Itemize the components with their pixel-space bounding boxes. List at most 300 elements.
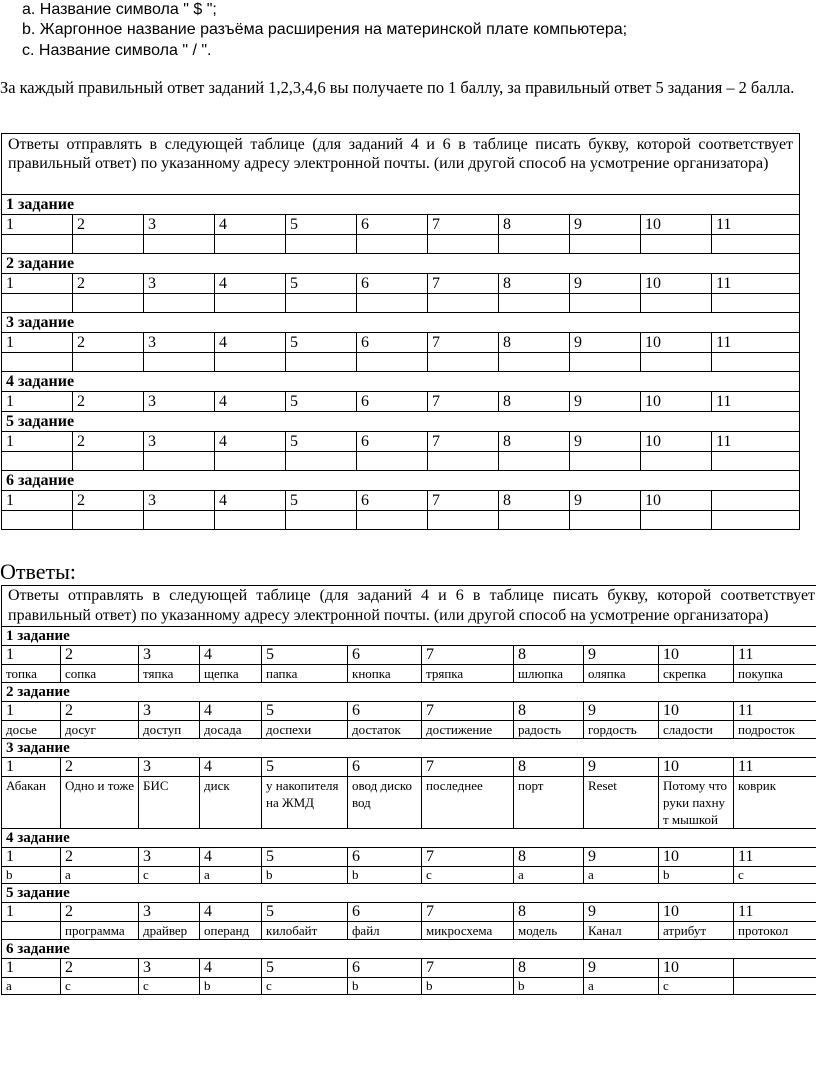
answers-number-cell: 1 (2, 903, 61, 922)
intro-line-b: b. Жаргонное название разъёма расширения на материнской плате компьютера; (22, 21, 628, 38)
task-number-cell: 8 (499, 333, 570, 353)
answers-number-cell: 3 (139, 903, 200, 922)
answer-input-cell[interactable] (428, 511, 499, 530)
answer-value-cell: Потому что руки пахнут мышкой (659, 777, 734, 829)
answers-number-cell: 10 (659, 702, 734, 721)
answer-input-cell[interactable] (215, 353, 286, 372)
answer-value-cell: БИС (139, 777, 200, 829)
answer-input-cell[interactable] (641, 235, 712, 254)
answers-number-cell: 4 (200, 646, 262, 665)
answers-number-cell: 6 (348, 758, 422, 777)
answer-input-cell[interactable] (357, 294, 428, 313)
answer-input-cell[interactable] (641, 511, 712, 530)
task-number-cell: 1 (2, 333, 73, 353)
answer-value-cell: шлюпка (514, 665, 584, 683)
answer-value-cell: протокол (734, 922, 816, 940)
answer-input-cell[interactable] (428, 353, 499, 372)
answer-input-cell[interactable] (712, 511, 800, 530)
task-title: 1 задание (2, 195, 800, 215)
answer-input-cell[interactable] (499, 353, 570, 372)
answers-number-cell: 4 (200, 848, 262, 867)
task-number-cell: 10 (641, 392, 712, 412)
answer-value-cell: диск (200, 777, 262, 829)
answer-input-cell[interactable] (215, 511, 286, 530)
answer-input-cell[interactable] (215, 452, 286, 471)
task-header-row (2, 195, 800, 215)
task-number-cell: 4 (215, 491, 286, 511)
task-number-cell: 8 (499, 392, 570, 412)
answer-value-cell: микросхема (422, 922, 514, 940)
answers-number-cell: 3 (139, 758, 200, 777)
task-number-cell: 11 (712, 392, 800, 412)
answers-number-cell: 6 (348, 959, 422, 978)
task-number-cell: 10 (641, 274, 712, 294)
answer-input-cell[interactable] (428, 235, 499, 254)
answers-number-cell: 9 (584, 702, 659, 721)
task-number-cell: 5 (286, 432, 357, 452)
task-number-cell: 4 (215, 274, 286, 294)
answer-value-cell: b (659, 867, 734, 884)
answer-value-cell: операнд (200, 922, 262, 940)
answer-value-cell (734, 978, 816, 995)
answer-value-cell: Абакан (2, 777, 61, 829)
answer-value-cell: покупка (734, 665, 816, 683)
answers-number-cell (734, 959, 816, 978)
task-header-row (2, 372, 800, 392)
answer-value-cell: a (61, 867, 139, 884)
task-number-cell: 2 (73, 274, 144, 294)
answers-number-cell: 10 (659, 758, 734, 777)
answers-values-row (2, 777, 816, 829)
task-number-cell: 9 (570, 491, 641, 511)
task-number-cell: 3 (144, 432, 215, 452)
answer-value-cell: гордость (584, 721, 659, 739)
sheet-intro: Ответы отправлять в следующей таблице (для заданий 4 и 6 в таблице писать букву, которой соответствует правильный ответ) по указанному адресу электронной почты. (или другой способ на усмотрение организатора) (2, 134, 800, 195)
task-number-cell: 6 (357, 491, 428, 511)
answers-values-row (2, 721, 816, 739)
task-numbers-row (2, 432, 800, 452)
answer-value-cell: досье (2, 721, 61, 739)
answers-number-cell: 9 (584, 903, 659, 922)
answers-number-cell: 6 (348, 848, 422, 867)
answers-number-cell: 11 (734, 848, 816, 867)
answer-input-cell[interactable] (712, 452, 800, 471)
answer-input-cell[interactable] (144, 294, 215, 313)
answers-values-row (2, 922, 816, 940)
answer-value-cell: коврик (734, 777, 816, 829)
task-number-cell: 3 (144, 491, 215, 511)
answers-number-cell: 9 (584, 758, 659, 777)
answers-number-cell: 5 (262, 758, 348, 777)
answers-intro: Ответы отправлять в следующей таблице (для заданий 4 и 6 в таблице писать букву, которой соответствует правильный ответ) по указанному адресу электронной почты. (или другой способ на усмотрение организатора) (2, 586, 816, 627)
task-number-cell: 7 (428, 491, 499, 511)
answers-number-cell: 1 (2, 848, 61, 867)
answer-input-cell[interactable] (2, 353, 73, 372)
task-number-cell: 6 (357, 274, 428, 294)
task-title: 5 задание (2, 412, 800, 432)
task-header-row (2, 412, 800, 432)
answer-value-cell: c (734, 867, 816, 884)
answer-value-cell: скрепка (659, 665, 734, 683)
answers-numbers-row (2, 646, 816, 665)
task-number-cell: 4 (215, 432, 286, 452)
task-numbers-row (2, 215, 800, 235)
task-number-cell: 3 (144, 274, 215, 294)
task-number-cell: 2 (73, 392, 144, 412)
task-number-cell: 2 (73, 432, 144, 452)
answers-values-row (2, 978, 816, 995)
answer-input-cell[interactable] (2, 452, 73, 471)
answer-value-cell: досуг (61, 721, 139, 739)
answer-input-cell[interactable] (428, 294, 499, 313)
task-number-cell: 11 (712, 333, 800, 353)
answers-number-cell: 1 (2, 646, 61, 665)
task-number-cell: 9 (570, 432, 641, 452)
answer-input-cell[interactable] (2, 294, 73, 313)
task-number-cell: 6 (357, 432, 428, 452)
answer-input-cell[interactable] (570, 452, 641, 471)
answer-input-cell[interactable] (144, 452, 215, 471)
answers-number-cell: 7 (422, 702, 514, 721)
answer-input-cell[interactable] (73, 235, 144, 254)
answer-value-cell: сопка (61, 665, 139, 683)
answer-input-cell[interactable] (428, 452, 499, 471)
answer-value-cell: b (348, 867, 422, 884)
task-number-cell: 8 (499, 491, 570, 511)
answer-value-cell: доступ (139, 721, 200, 739)
answers-numbers-row (2, 758, 816, 777)
answer-value-cell: сладости (659, 721, 734, 739)
answers-number-cell: 4 (200, 959, 262, 978)
answers-number-cell: 6 (348, 702, 422, 721)
answer-value-cell: папка (262, 665, 348, 683)
answer-input-cell[interactable] (144, 353, 215, 372)
answers-number-cell: 10 (659, 646, 734, 665)
task-number-cell: 5 (286, 392, 357, 412)
answer-value-cell: достаток (348, 721, 422, 739)
answer-input-cell[interactable] (641, 353, 712, 372)
task-number-cell: 10 (641, 432, 712, 452)
answer-input-row (2, 452, 800, 471)
answer-input-cell[interactable] (286, 511, 357, 530)
answers-number-cell: 7 (422, 959, 514, 978)
answer-input-cell[interactable] (215, 235, 286, 254)
task-number-cell: 1 (2, 491, 73, 511)
task-number-cell: 4 (215, 392, 286, 412)
answer-input-cell[interactable] (286, 235, 357, 254)
task-numbers-row (2, 392, 800, 412)
answers-number-cell: 4 (200, 702, 262, 721)
answer-value-cell: программа (61, 922, 139, 940)
task-numbers-row (2, 274, 800, 294)
task-number-cell: 5 (286, 491, 357, 511)
answer-input-cell[interactable] (641, 452, 712, 471)
answer-input-cell[interactable] (499, 235, 570, 254)
answer-value-cell: a (584, 978, 659, 995)
answers-number-cell: 5 (262, 903, 348, 922)
answers-task-header-row (2, 683, 816, 702)
task-number-cell: 9 (570, 392, 641, 412)
answer-input-cell[interactable] (73, 452, 144, 471)
answer-value-cell (2, 922, 61, 940)
answer-input-cell[interactable] (357, 511, 428, 530)
answers-numbers-row (2, 848, 816, 867)
answers-number-cell: 8 (514, 646, 584, 665)
answer-value-cell: b (2, 867, 61, 884)
answer-value-cell: подросток (734, 721, 816, 739)
task-number-cell: 8 (499, 432, 570, 452)
task-number-cell: 5 (286, 333, 357, 353)
task-number-cell: 1 (2, 392, 73, 412)
answers-number-cell: 8 (514, 959, 584, 978)
answer-value-cell: порт (514, 777, 584, 829)
task-header-row (2, 254, 800, 274)
answers-number-cell: 10 (659, 848, 734, 867)
task-number-cell: 10 (641, 333, 712, 353)
task-number-cell: 9 (570, 333, 641, 353)
answers-number-cell: 5 (262, 702, 348, 721)
answer-input-cell[interactable] (144, 235, 215, 254)
answers-table (1, 585, 816, 995)
answer-value-cell: a (514, 867, 584, 884)
answers-task-title: 5 задание (2, 884, 816, 903)
answers-title: Ответы: (0, 559, 77, 584)
answers-number-cell: 2 (61, 702, 139, 721)
task-number-cell: 7 (428, 432, 499, 452)
task-header-row (2, 313, 800, 333)
answer-value-cell: файл (348, 922, 422, 940)
task-number-cell: 7 (428, 333, 499, 353)
answer-input-cell[interactable] (570, 294, 641, 313)
answer-value-cell: b (348, 978, 422, 995)
answer-value-cell: a (2, 978, 61, 995)
answer-value-cell: тяпка (139, 665, 200, 683)
answer-value-cell: c (139, 978, 200, 995)
intro-line-a: a. Название символа " $ "; (22, 1, 217, 18)
answer-value-cell: c (262, 978, 348, 995)
answer-input-cell[interactable] (357, 235, 428, 254)
task-title: 4 задание (2, 372, 800, 392)
task-number-cell: 11 (712, 432, 800, 452)
answers-intro-row (2, 586, 816, 627)
answer-input-cell[interactable] (215, 294, 286, 313)
answers-number-cell: 9 (584, 959, 659, 978)
answers-number-cell: 7 (422, 646, 514, 665)
answer-value-cell: у накопителя на ЖМД (262, 777, 348, 829)
answers-number-cell: 4 (200, 758, 262, 777)
answers-number-cell: 1 (2, 702, 61, 721)
answer-input-cell[interactable] (570, 235, 641, 254)
answer-input-row (2, 353, 800, 372)
answers-numbers-row (2, 903, 816, 922)
answer-input-row (2, 294, 800, 313)
answers-number-cell: 6 (348, 903, 422, 922)
answer-value-cell: топка (2, 665, 61, 683)
answers-number-cell: 2 (61, 646, 139, 665)
answers-number-cell: 10 (659, 959, 734, 978)
task-numbers-row (2, 491, 800, 511)
answers-number-cell: 3 (139, 959, 200, 978)
answers-number-cell: 3 (139, 646, 200, 665)
task-number-cell: 10 (641, 491, 712, 511)
answer-value-cell: щепка (200, 665, 262, 683)
answer-value-cell: a (200, 867, 262, 884)
answers-number-cell: 3 (139, 702, 200, 721)
answer-input-cell[interactable] (641, 294, 712, 313)
answers-number-cell: 2 (61, 848, 139, 867)
sheet-intro-row (2, 134, 800, 195)
task-number-cell: 9 (570, 215, 641, 235)
answers-task-title: 2 задание (2, 683, 816, 702)
answers-number-cell: 4 (200, 903, 262, 922)
answers-task-header-row (2, 829, 816, 848)
task-number-cell: 10 (641, 215, 712, 235)
answer-value-cell: кнопка (348, 665, 422, 683)
answers-task-title: 1 задание (2, 627, 816, 646)
answers-number-cell: 11 (734, 646, 816, 665)
task-number-cell: 4 (215, 215, 286, 235)
answer-input-cell[interactable] (570, 511, 641, 530)
answer-input-cell[interactable] (73, 353, 144, 372)
answer-input-cell[interactable] (712, 353, 800, 372)
answer-input-cell[interactable] (570, 353, 641, 372)
answer-input-cell[interactable] (712, 235, 800, 254)
answer-input-cell[interactable] (357, 353, 428, 372)
answer-input-cell[interactable] (712, 294, 800, 313)
answer-input-row (2, 511, 800, 530)
answers-number-cell: 5 (262, 848, 348, 867)
task-number-cell: 1 (2, 215, 73, 235)
task-number-cell: 7 (428, 392, 499, 412)
answer-value-cell: модель (514, 922, 584, 940)
task-number-cell: 6 (357, 215, 428, 235)
answer-value-cell: последнее (422, 777, 514, 829)
answer-input-cell[interactable] (286, 452, 357, 471)
answers-number-cell: 6 (348, 646, 422, 665)
answer-input-row (2, 235, 800, 254)
answer-value-cell: b (514, 978, 584, 995)
answer-input-cell[interactable] (286, 294, 357, 313)
task-number-cell: 5 (286, 215, 357, 235)
task-number-cell: 2 (73, 215, 144, 235)
task-number-cell: 3 (144, 333, 215, 353)
answers-number-cell: 7 (422, 758, 514, 777)
task-number-cell: 6 (357, 392, 428, 412)
scoring-text: За каждый правильный ответ заданий 1,2,3,4,6 вы получаете по 1 баллу, за правильный ответ 5 задания – 2 балла. (0, 78, 795, 97)
task-number-cell: 8 (499, 215, 570, 235)
task-number-cell: 4 (215, 333, 286, 353)
answer-value-cell: килобайт (262, 922, 348, 940)
answer-input-cell[interactable] (499, 294, 570, 313)
answer-value-cell: Reset (584, 777, 659, 829)
answer-input-cell[interactable] (499, 452, 570, 471)
answer-value-cell: атрибут (659, 922, 734, 940)
answer-value-cell: b (200, 978, 262, 995)
task-number-cell: 11 (712, 215, 800, 235)
task-number-cell: 7 (428, 215, 499, 235)
answers-task-title: 6 задание (2, 940, 816, 959)
task-number-cell: 2 (73, 491, 144, 511)
answer-input-cell[interactable] (499, 511, 570, 530)
task-number-cell: 1 (2, 432, 73, 452)
answers-number-cell: 1 (2, 758, 61, 777)
answer-input-cell[interactable] (144, 511, 215, 530)
answer-value-cell: тряпка (422, 665, 514, 683)
task-number-cell: 2 (73, 333, 144, 353)
answers-number-cell: 5 (262, 959, 348, 978)
task-number-cell: 8 (499, 274, 570, 294)
task-header-row (2, 471, 800, 491)
answer-sheet-table (1, 133, 800, 530)
answer-input-cell[interactable] (2, 511, 73, 530)
answer-value-cell: a (584, 867, 659, 884)
answers-number-cell: 11 (734, 702, 816, 721)
answers-number-cell: 8 (514, 848, 584, 867)
answers-task-title: 3 задание (2, 739, 816, 758)
task-numbers-row (2, 333, 800, 353)
answer-value-cell: овод дисковод (348, 777, 422, 829)
answer-value-cell: c (659, 978, 734, 995)
task-number-cell: 3 (144, 215, 215, 235)
task-title: 2 задание (2, 254, 800, 274)
answer-value-cell: доспехи (262, 721, 348, 739)
answers-number-cell: 11 (734, 903, 816, 922)
answers-number-cell: 2 (61, 903, 139, 922)
task-number-cell: 11 (712, 274, 800, 294)
answer-value-cell: Одно и тоже (61, 777, 139, 829)
answers-values-row (2, 665, 816, 683)
answers-task-header-row (2, 940, 816, 959)
answers-number-cell: 8 (514, 758, 584, 777)
answer-value-cell: b (422, 978, 514, 995)
answer-input-cell[interactable] (73, 511, 144, 530)
answers-task-header-row (2, 627, 816, 646)
task-number-cell: 9 (570, 274, 641, 294)
task-number-cell (712, 491, 800, 511)
answers-task-header-row (2, 739, 816, 758)
answers-number-cell: 8 (514, 903, 584, 922)
answers-numbers-row (2, 702, 816, 721)
intro-line-c: c. Название символа " / ". (22, 42, 212, 59)
answers-number-cell: 9 (584, 848, 659, 867)
answers-number-cell: 1 (2, 959, 61, 978)
answers-number-cell: 7 (422, 848, 514, 867)
answer-input-cell[interactable] (357, 452, 428, 471)
answers-task-header-row (2, 884, 816, 903)
answer-value-cell: b (262, 867, 348, 884)
answers-number-cell: 5 (262, 646, 348, 665)
answer-input-cell[interactable] (73, 294, 144, 313)
task-title: 6 задание (2, 471, 800, 491)
answers-number-cell: 11 (734, 758, 816, 777)
task-number-cell: 1 (2, 274, 73, 294)
answer-input-cell[interactable] (2, 235, 73, 254)
answers-number-cell: 2 (61, 758, 139, 777)
answers-number-cell: 7 (422, 903, 514, 922)
task-number-cell: 6 (357, 333, 428, 353)
answer-value-cell: радость (514, 721, 584, 739)
task-number-cell: 3 (144, 392, 215, 412)
task-number-cell: 7 (428, 274, 499, 294)
answer-value-cell: драйвер (139, 922, 200, 940)
answer-value-cell: оляпка (584, 665, 659, 683)
answer-value-cell: Канал (584, 922, 659, 940)
answer-input-cell[interactable] (286, 353, 357, 372)
answers-number-cell: 2 (61, 959, 139, 978)
answers-values-row (2, 867, 816, 884)
answers-numbers-row (2, 959, 816, 978)
answer-value-cell: c (61, 978, 139, 995)
